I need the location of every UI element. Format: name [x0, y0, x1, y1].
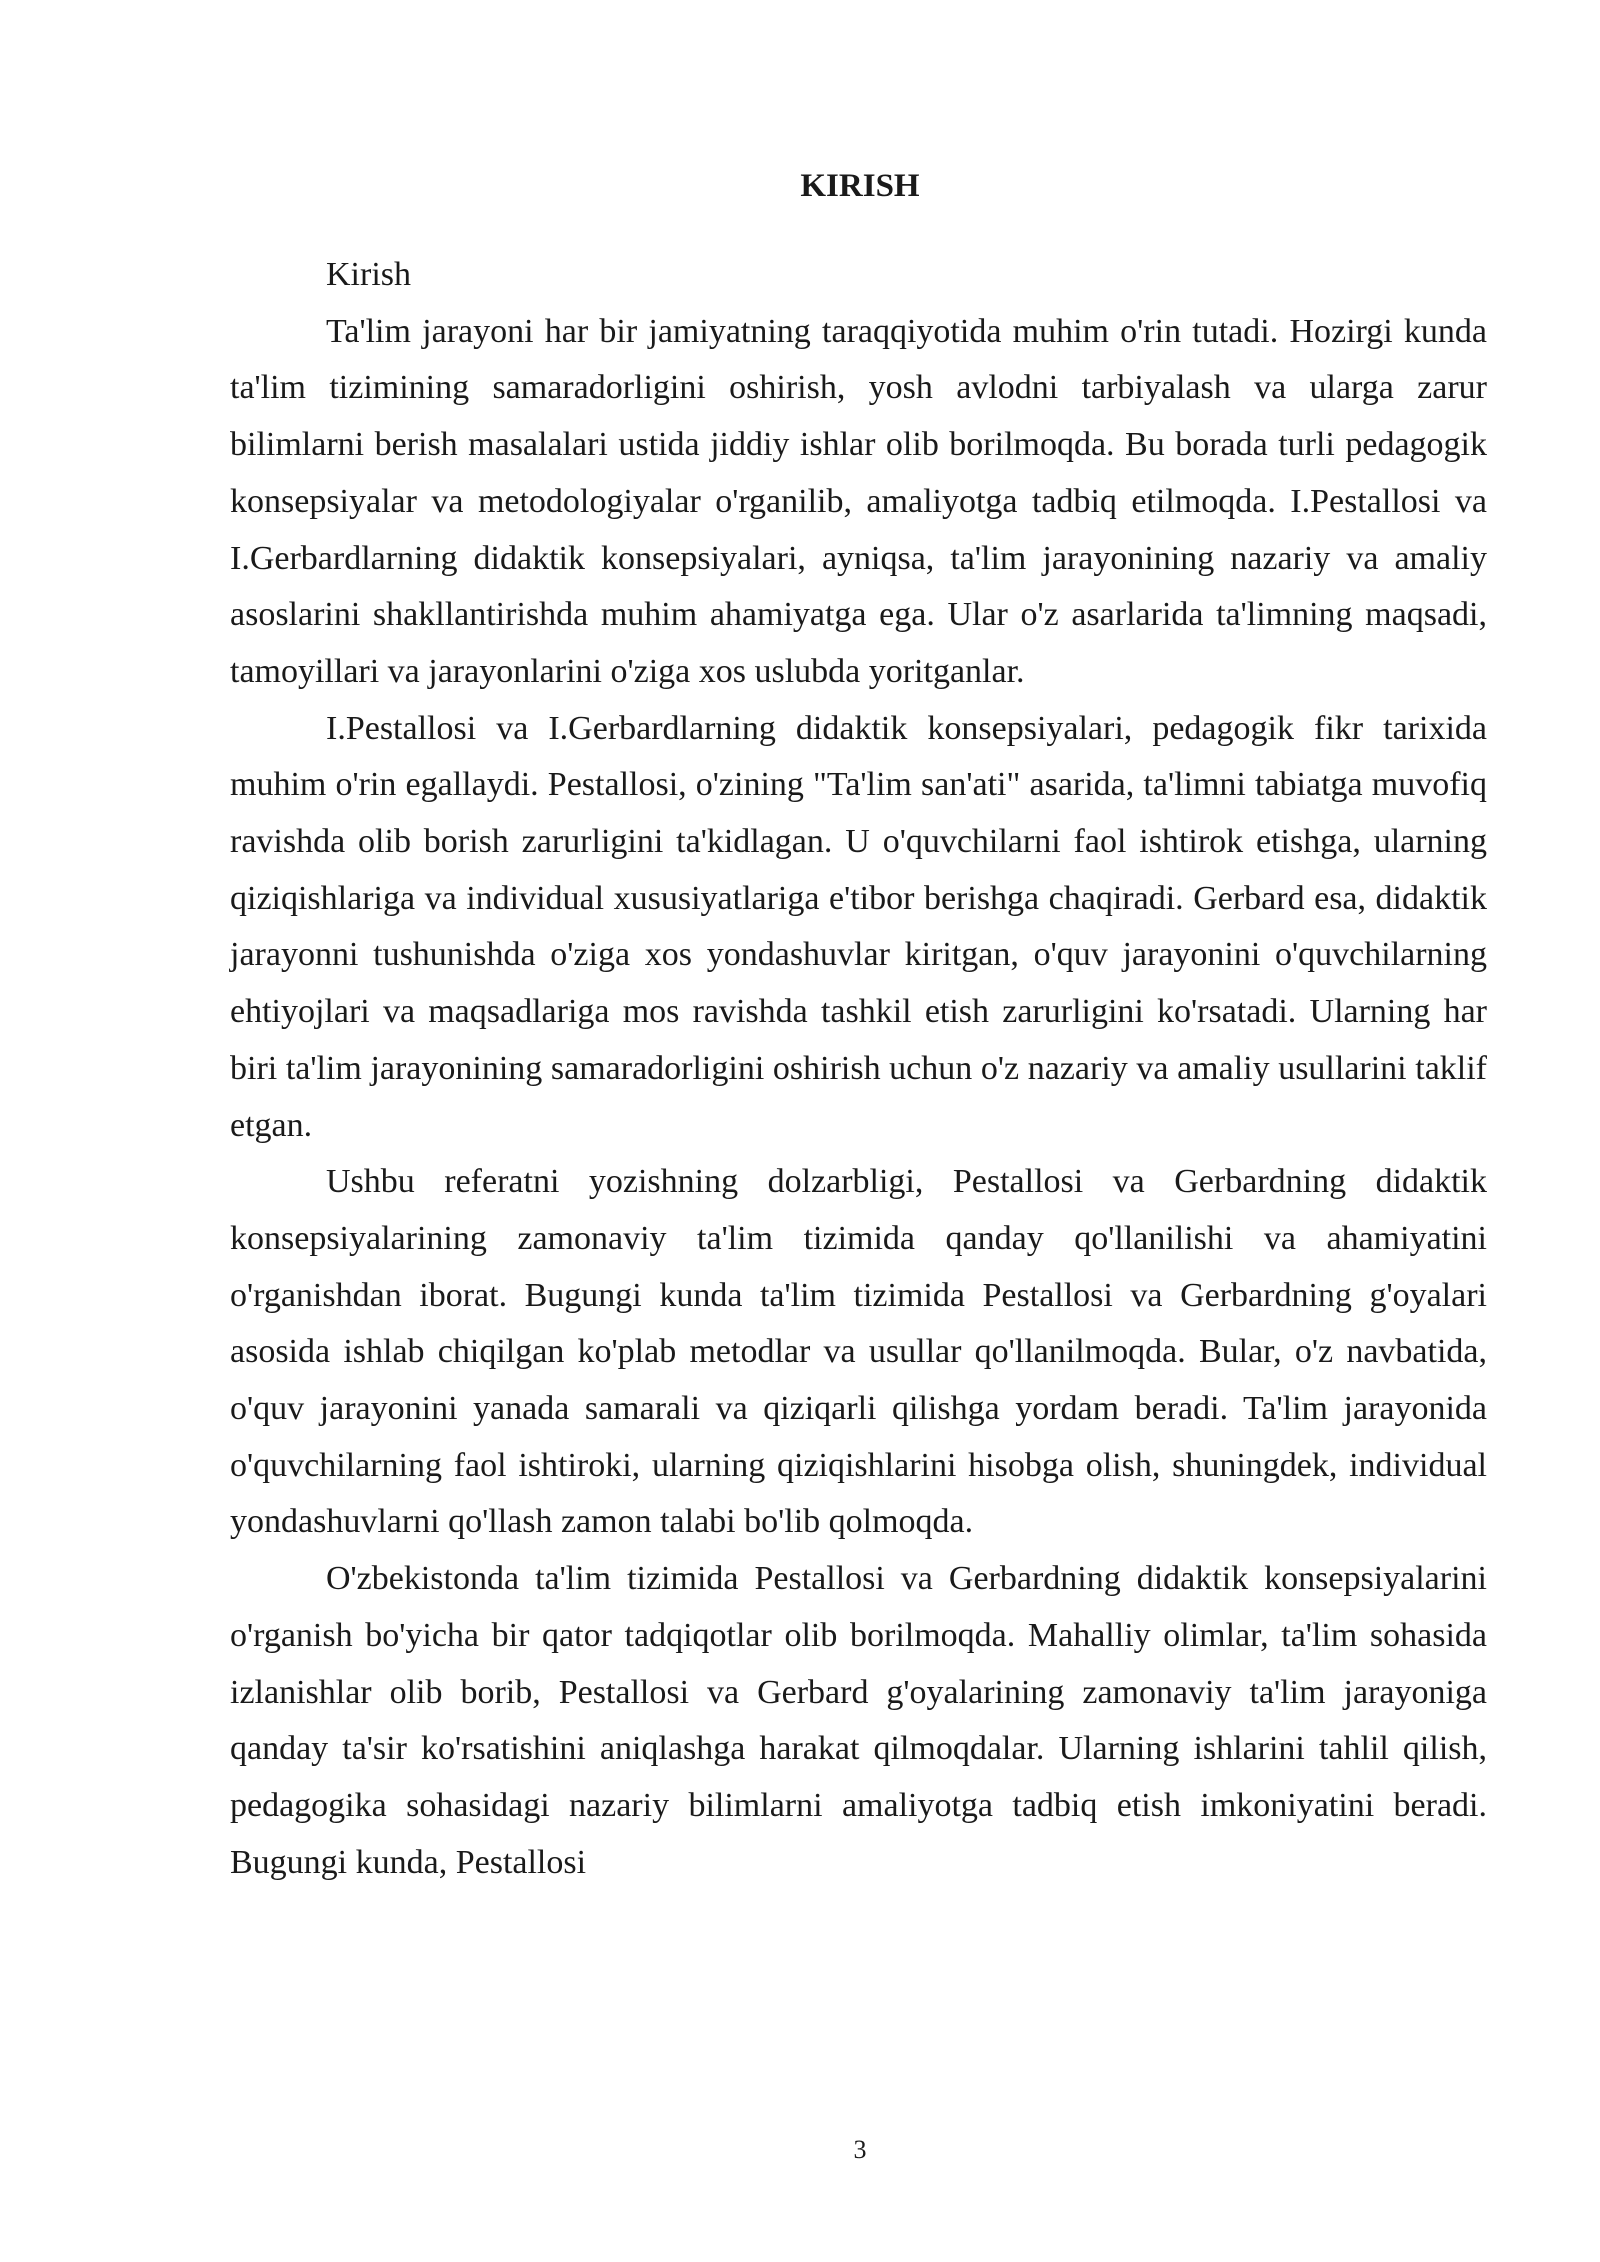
paragraph-2: I.Pestallosi va I.Gerbardlarning didaktik konsepsiyalari, pedagogik fikr tarixida muhim o'rin egallaydi. Pestallosi, o'zining "Ta'lim san'ati" asarida, ta'limni tabiatga muvofiq ravishda olib borish zarurligini ta'kidlagan. U o'quvchilarni faol ishtirok etishga, ularning qiziqishlariga va individual xususiyatlariga e'tibor berishga chaqiradi. Gerbard esa, didaktik jarayonni tushunishda o'ziga xos yondashuvlar kiritgan, o'quv jarayonini o'quvchilarning ehtiyojlari va maqsadlariga mos ravishda tashkil etish zarurligini ko'rsatadi. Ularning har biri ta'lim jarayonining samaradorligini oshirish uchun o'z nazariy va amaliy usullarini taklif etgan. — [230, 709, 1487, 1144]
section-subheading: Kirish — [326, 256, 411, 293]
paragraph-3: Ushbu referatni yozishning dolzarbligi, Pestallosi va Gerbardning didaktik konsepsiyalarining zamonaviy ta'lim tizimida qanday qo'llanilishi va ahamiyatini o'rganishdan iborat. Bugungi kunda ta'lim tizimida Pestallosi va Gerbardning g'oyalari asosida ishlab chiqilgan ko'plab metodlar va usullar qo'llanilmoqda. Bular, o'z navbatida, o'quv jarayonini yanada samarali va qiziqarli qilishga yordam beradi. Ta'lim jarayonida o'quvchilarning faol ishtiroki, ularning qiziqishlarini hisobga olish, shuningdek, individual yondashuvlarni qo'llash zamon talabi bo'lib qolmoqda. — [230, 1163, 1487, 1541]
page-number: 3 — [853, 2135, 867, 2164]
page-title: KIRISH — [800, 168, 920, 204]
body-text — [230, 247, 1487, 1891]
paragraph-1: Ta'lim jarayoni har bir jamiyatning taraqqiyotida muhim o'rin tutadi. Hozirgi kunda ta'lim tizimining samaradorligini oshirish, yosh avlodni tarbiyalash va ularga zarur bilimlarni berish masalalari ustida jiddiy ishlar olib borilmoqda. Bu borada turli pedagogik konsepsiyalar va metodologiyalar o'rganilib, amaliyotga tadbiq etilmoqda. I.Pestallosi va I.Gerbardlarning didaktik konsepsiyalari, ayniqsa, ta'lim jarayonining nazariy va amaliy asoslarini shakllantirishda muhim ahamiyatga ega. Ular o'z asarlarida ta'limning maqsadi, tamoyillari va jarayonlarini o'ziga xos uslubda yoritganlar. — [230, 312, 1487, 690]
paragraph-4: O'zbekistonda ta'lim tizimida Pestallosi va Gerbardning didaktik konsepsiyalarini o'rganish bo'yicha bir qator tadqiqotlar olib borilmoqda. Mahalliy olimlar, ta'lim sohasida izlanishlar olib borib, Pestallosi va Gerbard g'oyalarining zamonaviy ta'lim jarayoniga qanday ta'sir ko'rsatishini aniqlashga harakat qilmoqdalar. Ularning ishlarini tahlil qilish, pedagogika sohasidagi nazariy bilimlarni amaliyotga tadbiq etish imkoniyatini beradi. Bugungi kunda, Pestallosi — [230, 1560, 1487, 1881]
